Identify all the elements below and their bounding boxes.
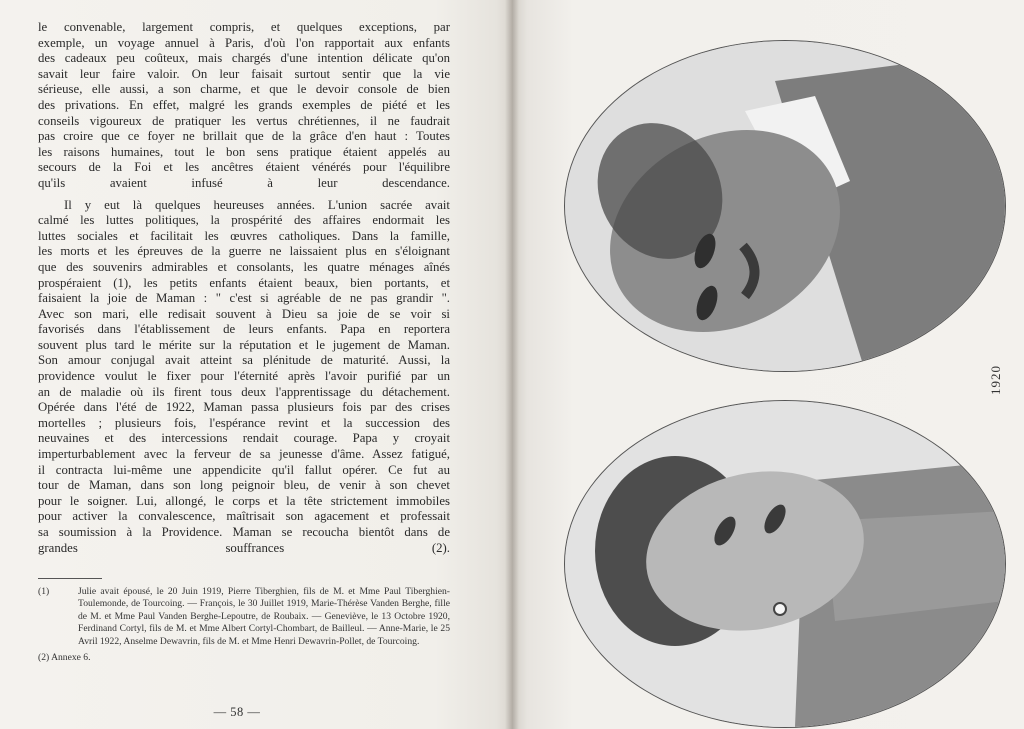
footnote-mark: (1) bbox=[38, 586, 50, 597]
body-text bbox=[38, 20, 450, 556]
year-caption: 1920 bbox=[988, 365, 1003, 395]
book-gutter bbox=[505, 0, 519, 729]
portrait-man bbox=[564, 40, 1006, 372]
footnote-mark: (2) bbox=[38, 652, 50, 664]
footnote-1 bbox=[38, 586, 450, 648]
footnote-text: Julie avait épousé, le 20 Juin 1919, Pierre Tiberghien, fils de M. et Mme Paul Tiberghien-Toulemonde, de Tourcoing. — François, le 30 Juillet 1919, Marie-Thérèse Vanden Berghe, fille de M. et Mme Paul Vanden Berghe-Lepoutre, de Roubaix. — Geneviève, le 13 Octobre 1920, Ferdinand Cortyl, fils de M. et Mme Albert Cortyl-Chombart, de Bailleul. — Anne-Marie, le 25 Avril 1922, Anselme Dewavrin, fils de M. et Mme Henri Dewavrin-Pollet, de Tourcoing. bbox=[78, 586, 450, 647]
footnote-2 bbox=[38, 652, 450, 664]
portrait-woman bbox=[564, 400, 1006, 728]
footnotes bbox=[38, 586, 450, 668]
footnote-text: Annexe 6. bbox=[51, 652, 91, 664]
portrait-woman-illustration bbox=[565, 401, 1005, 727]
paragraph-1: le convenable, largement compris, et quelques exceptions, par exemple, un voyage annuel à Paris, d'où l'on rapportait aux enfants des cadeaux peu coûteux, mais chargés d'une intention délicate qu'on savait leur faire valoir. On leur faisait surtout sentir que la vie sérieuse, elle aussi, a son charme, et que le devoir console de bien des privations. En effet, malgré les grands exemples de piété et les conseils vigoureux de pratiquer les vertus chrétiennes, il ne faudrait pas croire que ce foyer ne brillait que de la grâce d'en haut : Toutes les raisons humaines, tout le bon sens pratique étaient appelés au secours de la Foi et les ancêtres étaient vénérés pour l'équilibre qu'ils avaient infusé à leur descendance. bbox=[38, 20, 450, 190]
paragraph-2: Il y eut là quelques heureuses années. L'union sacrée avait calmé les luttes politiques, la prospérité des affaires endormait les luttes sociales et facilitait les œuvres catholiques. Dans la famille, les morts et les épreuves de la guerre ne laissaient plus en s'éloignant que des souvenirs admirables et consolants, les quatre ménages aînés prospéraient (1), les petits enfants étaient beaux, bien portants, et faisaient la joie de Maman : " c'est si agréable de ne pas grandir ". Avec son mari, elle redisait souvent à Dieu sa joie de se voir si favorisés dans l'établissement de leurs enfants. Papa en reportera souvent plus tard le mérite sur la réputation et le jugement de Maman. Son amour conjugal avait atteint sa plénitude de maturité. Aussi, la providence voulut le fixer pour l'éternité après l'avoir purifié par un an de maladie où ils firent tous deux l'apprentissage du détachement. Opérée dans l'été de 1922, Maman passa plusieurs fois par des crises mortelles ; plusieurs fois, l'espérance revint et la succession des neuvaines et des intercessions rendait courage. Papa y croyait imperturbablement avec la ferveur de sa jeunesse d'âme. Assez fatigué, il contracta lui-même une appendicite qu'il fallut opérer. Ce fut au tour de Maman, dans son long peignoir bleu, de venir à son chevet pour le soigner. Lui, allongé, le corps et la tête strictement immobiles pour activer la convalescence, maîtrisait son agacement et professait sa soumission à la Providence. Maman se recoucha bientôt dans de grandes souffrances (2). bbox=[38, 197, 450, 555]
page-number: — 58 — bbox=[213, 705, 261, 719]
portrait-man-illustration bbox=[565, 41, 1005, 371]
footnote-divider bbox=[38, 578, 102, 579]
